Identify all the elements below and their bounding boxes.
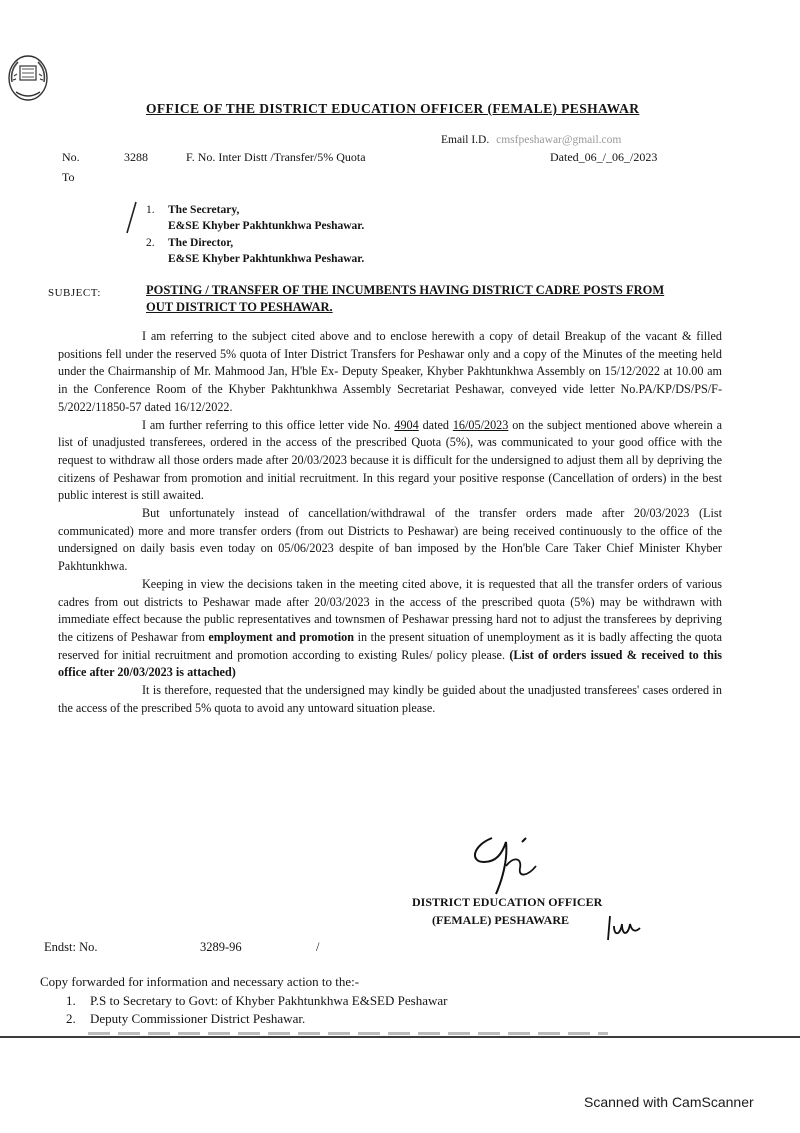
endorsement-number: 3289-96 xyxy=(200,940,242,954)
pen-mark-icon xyxy=(124,200,138,236)
subject-label: SUBJECT: xyxy=(48,287,101,299)
paragraph-4-text: in the present situation of unemployment as it is badly affecting the quota reserved for initial recruitment and promotion according to existing Rules/ policy please. xyxy=(58,629,723,662)
paragraph-4-text: Keeping in view the decisions taken in the meeting cited above, it is requested that all the transfer orders of various cadres from out districts to Peshawar made after 20/03/2023 in the access of the prescribed quota (5%) may be withdrawn with immediate effect because the public representatives and townsmen of Peshawar pressing hard not to adjust the transferees by depriving the citizens of Peshawar from xyxy=(58,576,722,644)
recipient-number: 2. xyxy=(146,237,155,249)
file-number: F. No. Inter Distt /Transfer/5% Quota xyxy=(186,150,366,164)
paragraph-2-text: dated xyxy=(422,417,449,432)
paragraph-1: I am referring to the subject cited above and to enclose herewith a copy of detail Breakup of the vacant & filled positions fell under the reserved 5% quota of Inter District Transfers for Peshawar only and a copy of the Minutes of the meeting held under the Chairmanship of Mr. Mahmood Jan, H'ble Ex- Deputy Speaker, Khyber Pakhtunkhwa Assembly on 15/12/2022 at 10.00 am in the Conference Room of the Khyber Pakhtunkhwa Assembly Secretariat Peshawar, conveyed vide letter No.PA/KP/DS/PS/F-5/2022/11850-57 dated 16/12/2022. xyxy=(58,329,722,414)
initial-mark-icon xyxy=(604,910,646,944)
copy-forwarded-list xyxy=(66,992,447,1028)
email-label: Email I.D. xyxy=(441,134,490,146)
referenced-letter-number: 4904 xyxy=(394,417,419,432)
referenced-letter-date: 16/05/2023 xyxy=(452,417,509,432)
subject-text: POSTING / TRANSFER OF THE INCUMBENTS HAVING DISTRICT CADRE POSTS FROM OUT DISTRICT TO PESHAWAR. xyxy=(146,283,665,314)
endorsement-label: Endst: No. xyxy=(44,940,98,954)
recipient-address: E&SE Khyber Pakhtunkhwa Peshawar. xyxy=(168,220,365,232)
list-item-text: P.S to Secretary to Govt: of Khyber Pakhtunkhwa E&SED Peshawar xyxy=(90,993,448,1008)
letter-date: Dated_06_/_06_/2023 xyxy=(550,150,658,164)
paragraph-2-text: I am further referring to this office letter vide No. xyxy=(142,417,391,432)
paragraph-2-text: on the subject mentioned above wherein a list of unadjusted transferees, ordered in the access of the prescribed Quota (5%), was communicated to your good office with the request to withdraw all those orders made after 20/03/2023 because it is difficult for the undersigned to adjust them all by depriving the citizens of Peshawar from promotion and initial recruitment. In this regard your positive response (Cancellation of orders) in the best public interest is still awaited. xyxy=(58,417,723,503)
attachment-note: (List of orders issued & received to this office after 20/03/2023 is attached) xyxy=(58,647,723,680)
emphasis-text: employment and promotion xyxy=(208,629,355,644)
letter-body xyxy=(58,328,722,717)
recipient-address: E&SE Khyber Pakhtunkhwa Peshawar. xyxy=(168,253,365,265)
letter-no-value: 3288 xyxy=(124,150,148,164)
list-item-text: Deputy Commissioner District Peshawar. xyxy=(90,1011,306,1026)
letter-no-label: No. xyxy=(62,150,80,164)
copy-forwarded-intro: Copy forwarded for information and necessary action to the:- xyxy=(40,974,360,989)
list-item-number: 1. xyxy=(66,993,76,1008)
paragraph-2 xyxy=(58,417,722,506)
endorsement-line xyxy=(44,940,344,955)
signature-block xyxy=(412,893,602,929)
endorsement-slash: / xyxy=(316,940,320,954)
recipient-title: The Secretary, xyxy=(168,204,240,216)
list-item-number: 2. xyxy=(66,1011,76,1026)
email-line xyxy=(441,134,621,146)
paragraph-3: But unfortunately instead of cancellation/withdrawal of the transfer orders made after 20/03/2023 (List communicated) more and more transfer orders (from out Districts to Peshawar) are being received continuously to the office of the undersigned on daily basis even today on 05/06/2023 despite of ban imposed by the Hon'ble Care Taker Chief Minister Khyber Pakhtunkhwa. xyxy=(58,506,722,574)
signatory-office: (FEMALE) PESHAWARE xyxy=(432,913,570,927)
office-title: OFFICE OF THE DISTRICT EDUCATION OFFICER (FEMALE) PESHAWAR xyxy=(146,101,640,116)
list-item xyxy=(66,1010,447,1028)
officer-signature-icon xyxy=(462,832,572,900)
email-value: cmsfpeshawar@gmail.com xyxy=(496,134,622,146)
scan-page-edge xyxy=(0,1036,800,1038)
paragraph-4 xyxy=(58,576,722,682)
paragraph-5: It is therefore, requested that the undersigned may kindly be guided about the unadjusted transferees' cases ordered in the access of the prescribed 5% quota to avoid any untoward situation please. xyxy=(58,683,722,715)
list-item xyxy=(66,992,447,1010)
signatory-designation: DISTRICT EDUCATION OFFICER xyxy=(412,895,603,909)
scanner-watermark: Scanned with CamScanner xyxy=(584,1094,754,1110)
recipient-title: The Director, xyxy=(168,237,234,249)
to-label: To xyxy=(62,170,75,184)
recipient-number: 1. xyxy=(146,204,155,216)
department-emblem-icon xyxy=(6,52,50,108)
